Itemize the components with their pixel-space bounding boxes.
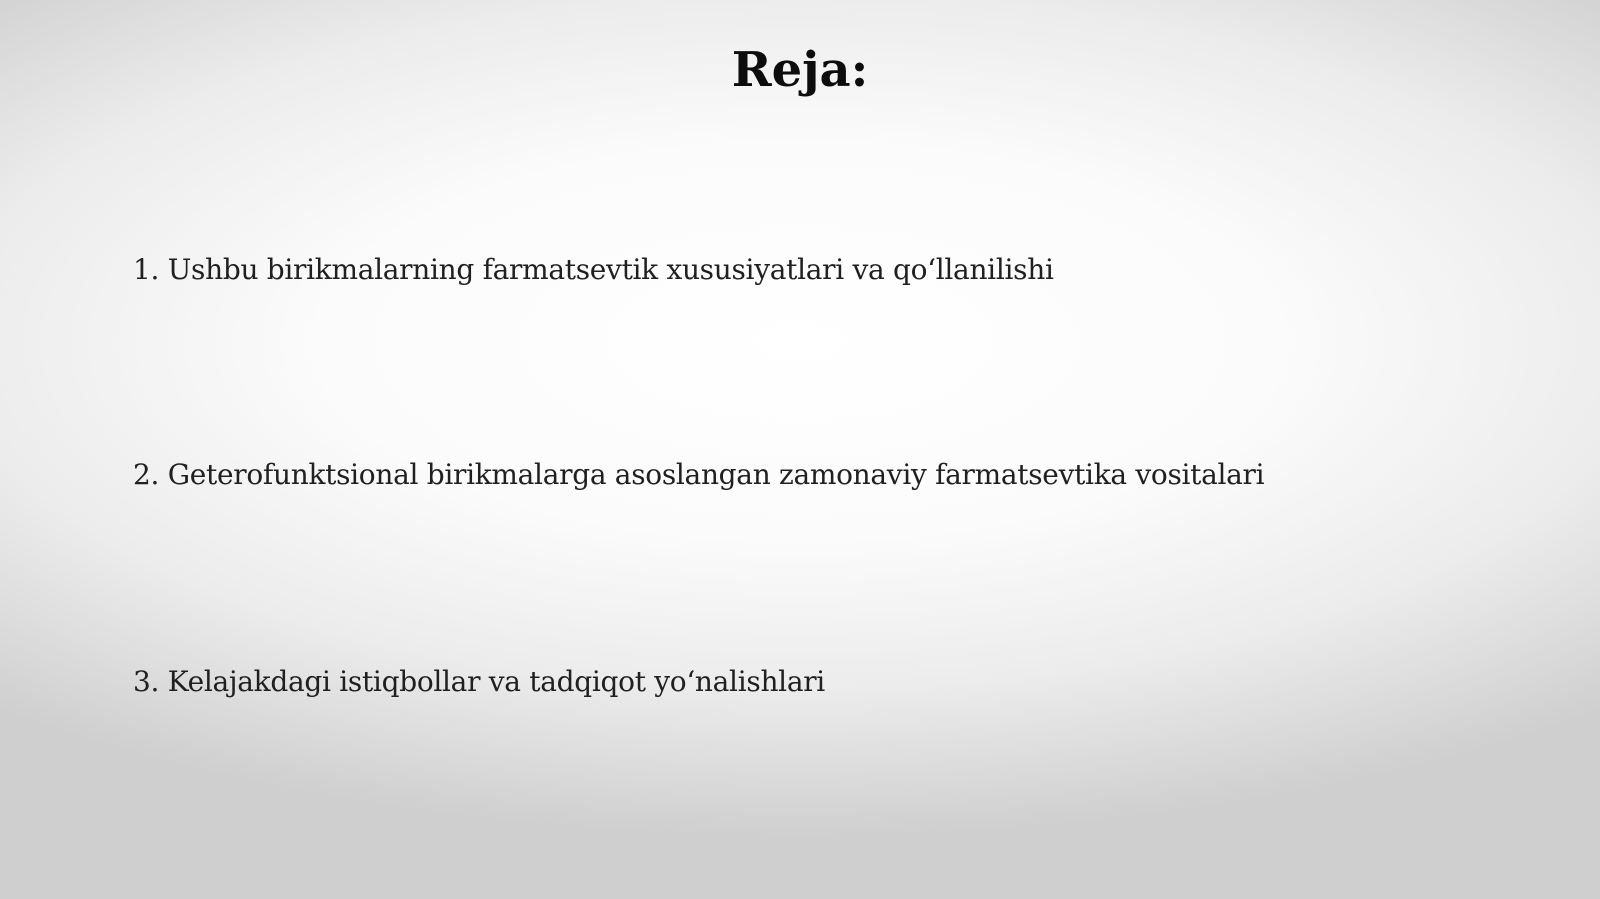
plan-item-1: 1. Ushbu birikmalarning farmatsevtik xususiyatlari va qo‘llanilishi	[133, 253, 1054, 286]
slide-title: Reja:	[731, 42, 869, 98]
plan-item-3: 3. Kelajakdagi istiqbollar va tadqiqot yo‘nalishlari	[133, 665, 825, 698]
plan-item-2: 2. Geterofunktsional birikmalarga asoslangan zamonaviy farmatsevtika vositalari	[133, 458, 1265, 491]
